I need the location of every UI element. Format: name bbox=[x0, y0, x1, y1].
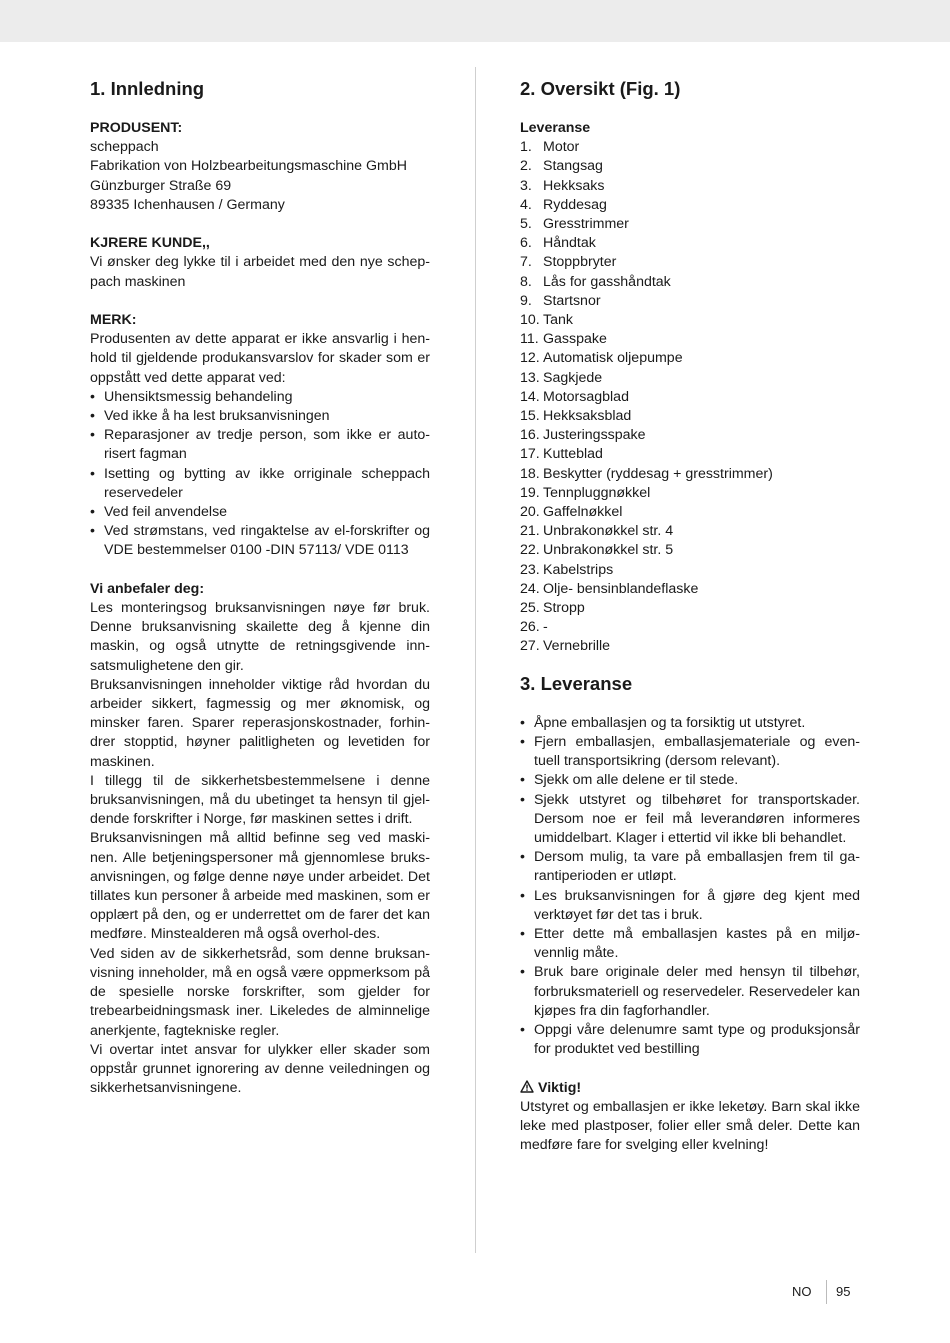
warning-heading bbox=[520, 1079, 860, 1098]
item-number: 19. bbox=[520, 484, 540, 501]
list-item: • Sjekk om alle delene er til stede. bbox=[520, 771, 860, 790]
item-number: 12. bbox=[520, 350, 540, 367]
item-number: 5. bbox=[520, 216, 532, 233]
paragraph: Ved siden av de sikkerhetsråd, som denne bruksan-visning inneholder, må en også være oppmerksom på de spesielle norske forskrifter, som gjelder for trebearbeidningsmask iner. Likeledes de alminnelige anerkjente, fagtekniske regler. bbox=[90, 945, 430, 1039]
item-text: Vernebrille bbox=[543, 638, 611, 655]
item-text: Kutteblad bbox=[543, 446, 603, 463]
item-number: 1. bbox=[520, 139, 532, 156]
item-text: Lås for gasshåndtak bbox=[543, 273, 671, 290]
paragraph: I tillegg til de sikkerhetsbestemmelsene i denne bruksanvisningen, må du ubetinget ta hensyn til gjel-dende forskrifter i Norge, før maskinen settes i drift. bbox=[90, 772, 430, 828]
item-number: 23. bbox=[520, 561, 540, 578]
item-text: Unbrakonøkkel str. 5 bbox=[543, 542, 674, 559]
list-item bbox=[520, 561, 860, 580]
item-text: Gaffelnøkkel bbox=[543, 504, 623, 521]
item-text: Stropp bbox=[543, 600, 585, 617]
list-item bbox=[520, 349, 860, 368]
footer-language: NO bbox=[792, 1284, 812, 1299]
item-number: 6. bbox=[520, 235, 532, 252]
list-item bbox=[520, 177, 860, 196]
item-text: - bbox=[543, 619, 548, 636]
note-list bbox=[90, 388, 430, 561]
warning-label: Viktig! bbox=[538, 1079, 582, 1096]
column-divider bbox=[475, 67, 476, 1253]
item-text: Gresstrimmer bbox=[543, 216, 629, 233]
right-column bbox=[520, 78, 860, 1155]
note-label: MERK: bbox=[90, 312, 137, 328]
item-number: 2. bbox=[520, 158, 532, 175]
producer-line: Fabrikation von Holzbearbeitungsmaschine GmbH bbox=[90, 158, 408, 175]
paragraph: Bruksanvisningen inneholder viktige råd hvordan du arbeider sikkert, fagmessig og mer øknomisk, og minsker faren. Sparer reperasjonskostnader, forhin-drer stopptid, høyner palitligheten og levetiden for maskinen. bbox=[90, 676, 430, 770]
item-number: 17. bbox=[520, 446, 540, 463]
section-title-introduction: 1. Innledning bbox=[90, 78, 205, 99]
list-item bbox=[520, 311, 860, 330]
item-number: 8. bbox=[520, 273, 532, 290]
item-text: Justeringsspake bbox=[543, 427, 646, 444]
paragraph: Bruksanvisningen må alltid befinne seg ved maski-nen. Alle betjeningspersoner må gjennomlese bruks-anvisningen, og følge denne nøye under arbeidet. Det tillates kun personer å arbeide med maskinen, som er opplært på den, og er underrettet om de farer det kan medføre. Minstealderen må også overhol-des. bbox=[90, 830, 430, 943]
list-item: • Sjekk utstyret og tilbehøret for transportskader. Dersom noe er feil må leverandøren informeres umiddelbart. Klager i ettertid vil ikke bli behandlet. bbox=[520, 791, 860, 849]
item-text: Automatisk oljepumpe bbox=[543, 350, 683, 367]
item-number: 11. bbox=[520, 331, 539, 348]
list-item: • Ved feil anvendelse bbox=[90, 503, 430, 522]
item-number: 7. bbox=[520, 254, 532, 271]
item-number: 9. bbox=[520, 292, 532, 309]
list-item: • Dersom mulig, ta vare på emballasjen frem til ga-rantiperioden er utløpt. bbox=[520, 848, 860, 886]
item-text: Tank bbox=[543, 312, 573, 329]
list-item bbox=[520, 541, 860, 560]
item-text: Unbrakonøkkel str. 4 bbox=[543, 523, 674, 540]
producer-line: Günzburger Straße 69 bbox=[90, 177, 232, 194]
list-item bbox=[520, 426, 860, 445]
list-item bbox=[520, 330, 860, 349]
section-title-overview: 2. Oversikt (Fig. 1) bbox=[520, 78, 681, 99]
item-text: Gasspake bbox=[543, 331, 607, 348]
recommend-label: Vi anbefaler deg: bbox=[90, 580, 205, 597]
list-item: • Ved strømstans, ved ringaktelse av el-forskrifter og VDE bestemmelser 0100 -DIN 57113/ VDE 0113 bbox=[90, 522, 430, 560]
warning-triangle-icon bbox=[520, 1079, 534, 1098]
list-item bbox=[520, 292, 860, 311]
item-text: Beskytter (ryddesag + gresstrimmer) bbox=[543, 465, 773, 482]
item-text: Motor bbox=[543, 139, 580, 156]
list-item bbox=[520, 522, 860, 541]
list-item bbox=[520, 234, 860, 253]
item-text: Hekksaks bbox=[543, 177, 605, 194]
item-number: 21. bbox=[520, 523, 540, 540]
customer-text: Vi ønsker deg lykke til i arbeidet med den nye schep-pach maskinen bbox=[90, 254, 430, 290]
list-item: • Bruk bare originale deler med hensyn til tilbehør, forbruksmateriell og reservedeler. Reservedeler kan kjøpes fra din fagforhandler. bbox=[520, 963, 860, 1021]
item-number: 15. bbox=[520, 408, 540, 425]
item-number: 26. bbox=[520, 619, 540, 636]
left-column bbox=[90, 78, 430, 1098]
list-item: • Les bruksanvisningen for å gjøre deg kjent med verktøyet før det tas i bruk. bbox=[520, 887, 860, 925]
list-item: • Uhensiktsmessig behandeling bbox=[90, 388, 430, 407]
item-text: Motorsagblad bbox=[543, 388, 629, 405]
footer-separator bbox=[826, 1280, 827, 1304]
parts-list-label: Leveranse bbox=[520, 120, 591, 136]
item-text: Startsnor bbox=[543, 292, 601, 309]
item-text: Sagkjede bbox=[543, 369, 603, 386]
list-item bbox=[520, 484, 860, 503]
list-item bbox=[520, 369, 860, 388]
list-item bbox=[520, 253, 860, 272]
paragraph: Vi overtar intet ansvar for ulykker eller skader som oppstår grunnet ignorering av denne veiledningen og sikkerhetsanvisningene. bbox=[90, 1041, 430, 1097]
list-item bbox=[520, 388, 860, 407]
list-item bbox=[520, 580, 860, 599]
item-text: Håndtak bbox=[543, 235, 596, 252]
list-item bbox=[520, 407, 860, 426]
item-number: 18. bbox=[520, 465, 540, 482]
customer-label: KJRERE KUNDE,, bbox=[90, 235, 210, 252]
warning-text: Utstyret og emballasjen er ikke leketøy. Barn skal ikke leke med plastposer, folier eller små deler. Dette kan medføre fare for svelging eller kvelning! bbox=[520, 1098, 860, 1154]
item-number: 16. bbox=[520, 427, 540, 444]
section-title-delivery: 3. Leveranse bbox=[520, 672, 633, 694]
item-number: 22. bbox=[520, 542, 540, 559]
list-item bbox=[520, 215, 860, 234]
list-item bbox=[520, 618, 860, 637]
item-text: Stangsag bbox=[543, 158, 603, 175]
item-number: 10. bbox=[520, 312, 540, 329]
paragraph: Les monteringsog bruksanvisningen nøye før bruk. Denne bruksanvisning skailette deg å kjenne din maskin, og også utnytte de retningsgivende inn-satsmulighetene den gir. bbox=[90, 600, 430, 674]
list-item: • Reparasjoner av tredje person, som ikke er auto-risert fagman bbox=[90, 426, 430, 464]
list-item bbox=[520, 637, 860, 656]
list-item bbox=[520, 196, 860, 215]
producer-line: 89335 Ichenhausen / Germany bbox=[90, 196, 285, 213]
item-text: Olje- bensinblandeflaske bbox=[543, 580, 699, 597]
item-text: Ryddesag bbox=[543, 196, 607, 213]
list-item: • Isetting og bytting av ikke orriginale scheppach reservedeler bbox=[90, 465, 430, 503]
item-number: 14. bbox=[520, 388, 540, 405]
list-item bbox=[520, 273, 860, 292]
item-number: 20. bbox=[520, 504, 540, 521]
item-text: Stoppbryter bbox=[543, 254, 617, 271]
parts-list bbox=[520, 138, 860, 656]
page-number: 95 bbox=[836, 1284, 851, 1299]
list-item: • Fjern emballasjen, emballasjemateriale og even-tuell transportsikring (dersom relevant). bbox=[520, 733, 860, 771]
list-item: • Oppgi våre delenumre samt type og produksjonsår for produktet ved bestilling bbox=[520, 1021, 860, 1059]
item-text: Hekksaksblad bbox=[543, 408, 632, 425]
note-text: Produsenten av dette apparat er ikke ansvarlig i hen-hold til gjeldende produkansvarslov for skader som er oppstått ved dette apparat ved: bbox=[90, 331, 430, 386]
item-number: 24. bbox=[520, 580, 540, 597]
list-item bbox=[520, 465, 860, 484]
delivery-list bbox=[520, 714, 860, 1060]
producer-label: PRODUSENT: bbox=[90, 120, 183, 136]
item-number: 13. bbox=[520, 369, 540, 386]
item-number: 4. bbox=[520, 196, 532, 213]
item-text: Kabelstrips bbox=[543, 561, 614, 578]
list-item: • Etter dette må emballasjen kastes på en miljø-vennlig måte. bbox=[520, 925, 860, 963]
list-item: • Ved ikke å ha lest bruksanvisningen bbox=[90, 407, 430, 426]
item-text: Tennpluggnøkkel bbox=[543, 484, 651, 501]
top-bar bbox=[0, 0, 950, 42]
producer-line: scheppach bbox=[90, 139, 159, 156]
list-item bbox=[520, 503, 860, 522]
list-item bbox=[520, 157, 860, 176]
item-number: 25. bbox=[520, 600, 540, 617]
list-item bbox=[520, 445, 860, 464]
list-item bbox=[520, 138, 860, 157]
item-number: 27. bbox=[520, 638, 540, 655]
list-item bbox=[520, 599, 860, 618]
list-item: • Åpne emballasjen og ta forsiktig ut utstyret. bbox=[520, 714, 860, 733]
item-number: 3. bbox=[520, 177, 532, 194]
